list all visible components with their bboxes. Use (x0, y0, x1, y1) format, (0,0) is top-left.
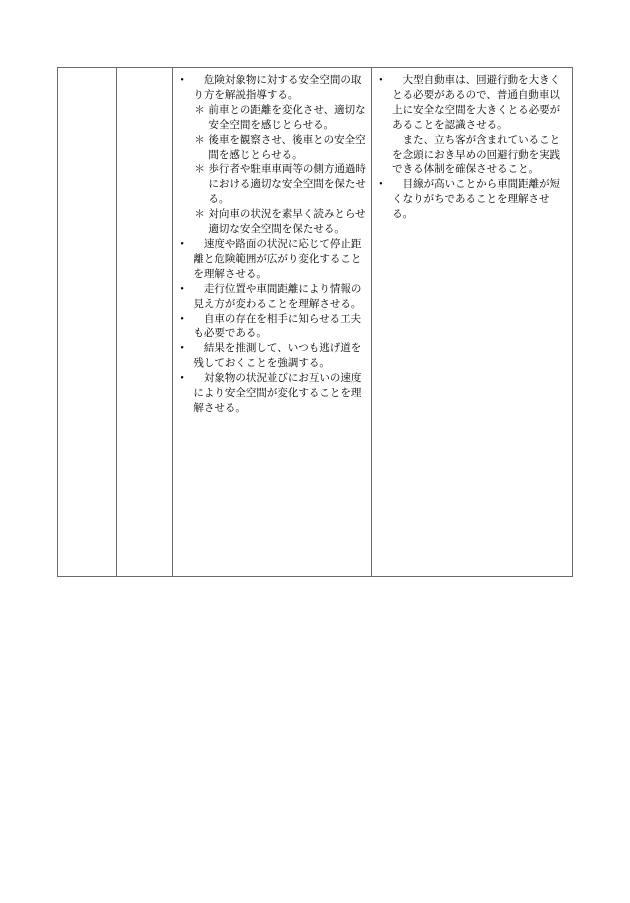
col-d-content (372, 68, 572, 231)
list-item (178, 313, 366, 343)
instruction-list (178, 74, 366, 417)
table-cell-col-a (58, 68, 117, 577)
content-table (57, 67, 573, 577)
sub-list-item-text: 前車との距離を変化させ、適切な安全空間を感じとらせる。 (208, 104, 366, 131)
notes-list (377, 74, 567, 223)
list-item-text: • 結果を推測して、いつも逃げ道を残しておくことを強調する。 (193, 343, 362, 370)
list-item-text: • 対象物の状況並びにお互いの速度により安全空間が変化することを理解させる。 (193, 373, 362, 414)
list-item (377, 74, 567, 178)
list-item (178, 238, 366, 283)
list-item-text: • 速度や路面の状況に応じて停止距離と危険範囲が広がり変化することを理解させる。 (193, 238, 362, 280)
list-item-text: • 目線が高いことから車間距離が短くなりがちであることを理解させる。 (392, 179, 561, 221)
list-item (377, 178, 567, 223)
list-item (178, 372, 366, 417)
table-row (58, 68, 573, 577)
list-item-text: • 危険対象物に対する安全空間の取り方を解説指導する。 (193, 75, 362, 101)
instruction-sublist (193, 104, 366, 238)
col-b-content (117, 68, 173, 576)
list-item-text: • 走行位置や車間距離により情報の見え方が変わることを理解させる。 (193, 283, 362, 310)
sub-list-item-text: 歩行者や駐車車両等の側方通過時における適切な安全空間を保たせる。 (208, 164, 366, 206)
list-item-text-continued: また、立ち客が含まれていることを念頭におき早めの回避行動を実践できる体制を確保させること。 (392, 134, 561, 176)
list-item (178, 283, 366, 313)
list-item-text: • 自車の存在を相手に知らせる工夫も必要である。 (193, 313, 362, 340)
table-cell-notes-content (372, 68, 573, 577)
table-cell-col-b (116, 68, 173, 577)
list-item (178, 342, 366, 372)
sub-list-item (195, 208, 366, 238)
col-c-content (173, 68, 371, 425)
sub-list-item (195, 134, 366, 164)
list-item-text: • 大型自動車は、回避行動を大きくとる必要があるので、普通自動車以上に安全な空間を大きくとる必要があることを認識させる。 (392, 75, 561, 131)
col-a-content (58, 68, 116, 576)
sub-list-item-text: 対向車の状況を素早く読みとらせ適切な安全空間を保たせる。 (208, 209, 366, 236)
sub-list-item (195, 163, 366, 208)
table-cell-instruction-content (173, 68, 372, 577)
list-item (178, 74, 366, 238)
sub-list-item-text: 後車を観察させ、後車との安全空間を感じとらせる。 (208, 134, 366, 161)
sub-list-item (195, 104, 366, 134)
